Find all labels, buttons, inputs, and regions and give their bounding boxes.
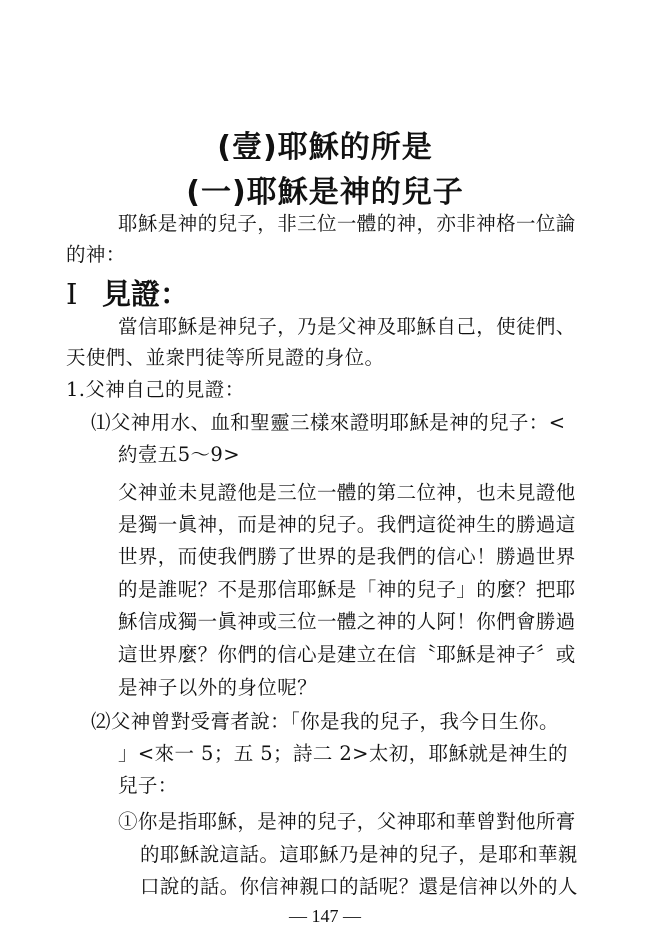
list-item-line: ⑴父神用水、血和聖靈三樣來證明耶穌是神的兒子：< [91,411,566,434]
sub-item-line: 的耶穌說這話。這耶穌乃是神的兒子，是耶和華親 [140,843,578,866]
section-numeral: I [66,277,78,311]
paragraph-line: 是獨一眞神，而是神的兒子。我們這從神生的勝過這 [118,513,576,536]
list-item-line: 兒子： [118,774,178,797]
list-item-line: ⑵父神曾對受膏者說：「你是我的兒子，我今日生你。 [91,710,559,733]
page-title: (壹)耶穌的所是 [217,130,433,165]
intro-line: 耶穌是神的兒子，非三位一體的神，亦非神格一位論 [118,212,576,235]
paragraph-line: 世界，而使我們勝了世界的是我們的信心！勝過世界 [118,545,576,568]
intro-line: 的神： [66,243,126,266]
list-item-line: 約壹五5～9> [118,443,240,466]
paragraph-line: 是神子以外的身位呢？ [118,676,318,699]
subsection-heading: 1.父神自己的見證： [66,378,245,401]
section-intro-line: 當信耶穌是神兒子，乃是父神及耶穌自己，使徒們、 [118,315,576,338]
sub-item-line: 口說的話。你信神親口的話呢？還是信神以外的人 [140,875,578,898]
paragraph-line: 父神並未見證他是三位一體的第二位神，也未見證他 [118,481,576,504]
paragraph-line: 的是誰呢？不是那信耶穌是「神的兒子」的麼？把耶 [118,578,576,601]
paragraph-line: 這世界麼？你們的信心是建立在信〝耶穌是神子〞或 [118,643,576,666]
list-item-line: 」<來一 5；五 5；詩二 2>太初，耶穌就是神生的 [118,742,568,765]
sub-item-line: ①你是指耶穌，是神的兒子，父神耶和華曾對他所膏 [118,810,576,833]
page-number: — 147 — [289,906,361,926]
page-subtitle: (一)耶穌是神的兒子 [186,175,464,210]
section-heading [66,272,189,313]
paragraph-line: 穌信成獨一眞神或三位一體之神的人阿！你們會勝過 [118,610,576,633]
section-heading-text: 見證： [102,277,190,311]
section-intro-line: 天使們、並衆門徒等所見證的身位。 [66,346,385,369]
